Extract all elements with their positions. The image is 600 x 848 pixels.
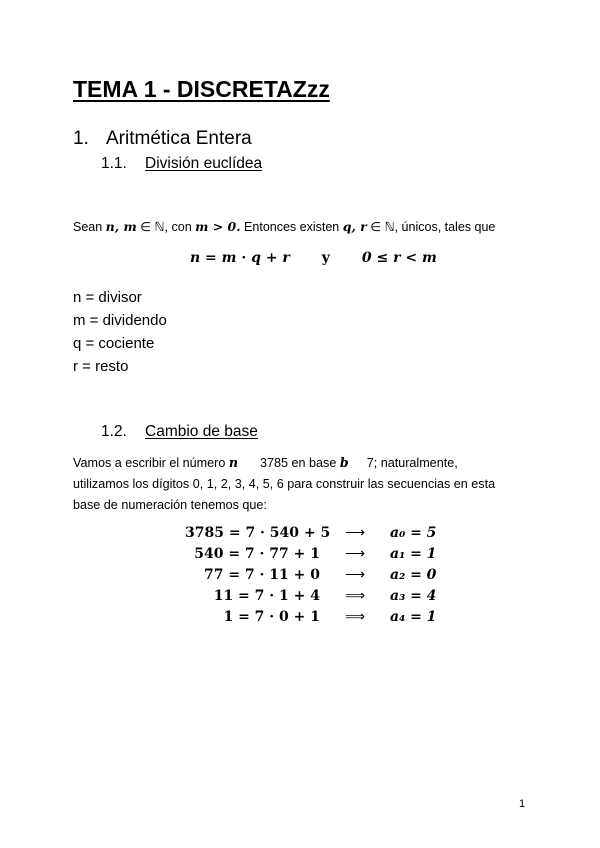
subsection-heading-division (101, 155, 262, 173)
equation-row (185, 564, 470, 585)
equation-rhs: a₂ = 0 (390, 567, 437, 583)
base-change-paragraph (73, 452, 523, 516)
subsection-label: Cambio de base (145, 423, 258, 440)
euclid-vars-nm: n, m (105, 219, 137, 234)
equation-rhs: a₄ = 1 (390, 609, 437, 625)
page-title: TEMA 1 - DISCRETAZzz (73, 76, 330, 102)
equation-rhs: a₀ = 5 (390, 525, 437, 541)
equation-lhs: 11 = 7 · 1 + 4 (213, 588, 320, 604)
subsection-number: 1.2. (101, 423, 127, 440)
euclid-text-c: Entonces existen (240, 220, 343, 234)
equation-row (185, 522, 470, 543)
subsection-number: 1.1. (101, 155, 127, 172)
definition-item: r = resto (73, 358, 129, 375)
euclid-text-a: Sean (73, 220, 106, 234)
definition-item: n = divisor (73, 289, 142, 306)
subsection-heading-cambio-base (101, 423, 258, 441)
euclid-condition: m > 0. (195, 219, 241, 234)
definition-item: q = cociente (73, 335, 155, 352)
euclid-formula (190, 249, 437, 266)
formula-conjunction: y (321, 250, 330, 266)
arrow-icon: ⟶ (344, 524, 366, 540)
equation-rhs: a₁ = 1 (390, 546, 437, 562)
formula-right: 0 ≤ r < m (361, 250, 437, 266)
double-arrow-icon: ⟹ (344, 587, 366, 603)
equation-row (185, 606, 470, 627)
formula-left: n = m · q + r (190, 250, 290, 266)
double-arrow-icon: ⟹ (344, 608, 366, 624)
equation-lhs: 1 = 7 · 0 + 1 (223, 609, 320, 625)
equation-lhs: 540 = 7 · 77 + 1 (194, 546, 320, 562)
paragraph-line: utilizamos los dígitos 0, 1, 2, 3, 4, 5, 6 para construir las secuencias en esta (73, 477, 496, 491)
line1-text-b: 3785 en base (260, 456, 340, 470)
equation-row (185, 585, 470, 606)
equation-lhs: 3785 = 7 · 540 + 5 (185, 525, 331, 541)
euclid-vars-qr: q, r (342, 219, 367, 234)
base-conversion-equations (185, 522, 470, 627)
page-number: 1 (519, 798, 526, 810)
arrow-icon: ⟶ (344, 566, 366, 582)
line1-text-c: 7; naturalmente, (366, 456, 458, 470)
definition-item: m = dividendo (73, 312, 167, 329)
euclid-text-d: ∈ ℕ, únicos, tales que (366, 220, 496, 234)
equation-rhs: a₃ = 4 (390, 588, 437, 604)
definitions-list (73, 286, 167, 378)
equation-lhs: 77 = 7 · 11 + 0 (203, 567, 320, 583)
line1-text-a: Vamos a escribir el número (73, 456, 229, 470)
section-label: Aritmética Entera (106, 128, 252, 149)
equation-row (185, 543, 470, 564)
paragraph-line (73, 452, 523, 474)
euclid-statement (73, 219, 495, 234)
subsection-label: División euclídea (145, 155, 263, 172)
section-heading-aritmetica (73, 128, 252, 150)
paragraph-line: base de numeración tenemos que: (73, 498, 267, 512)
euclid-text-b: ∈ ℕ, con (136, 220, 196, 234)
line1-var-b: b (339, 455, 349, 470)
arrow-icon: ⟶ (344, 545, 366, 561)
line1-var-n: n (228, 455, 239, 470)
section-number: 1. (73, 128, 89, 149)
